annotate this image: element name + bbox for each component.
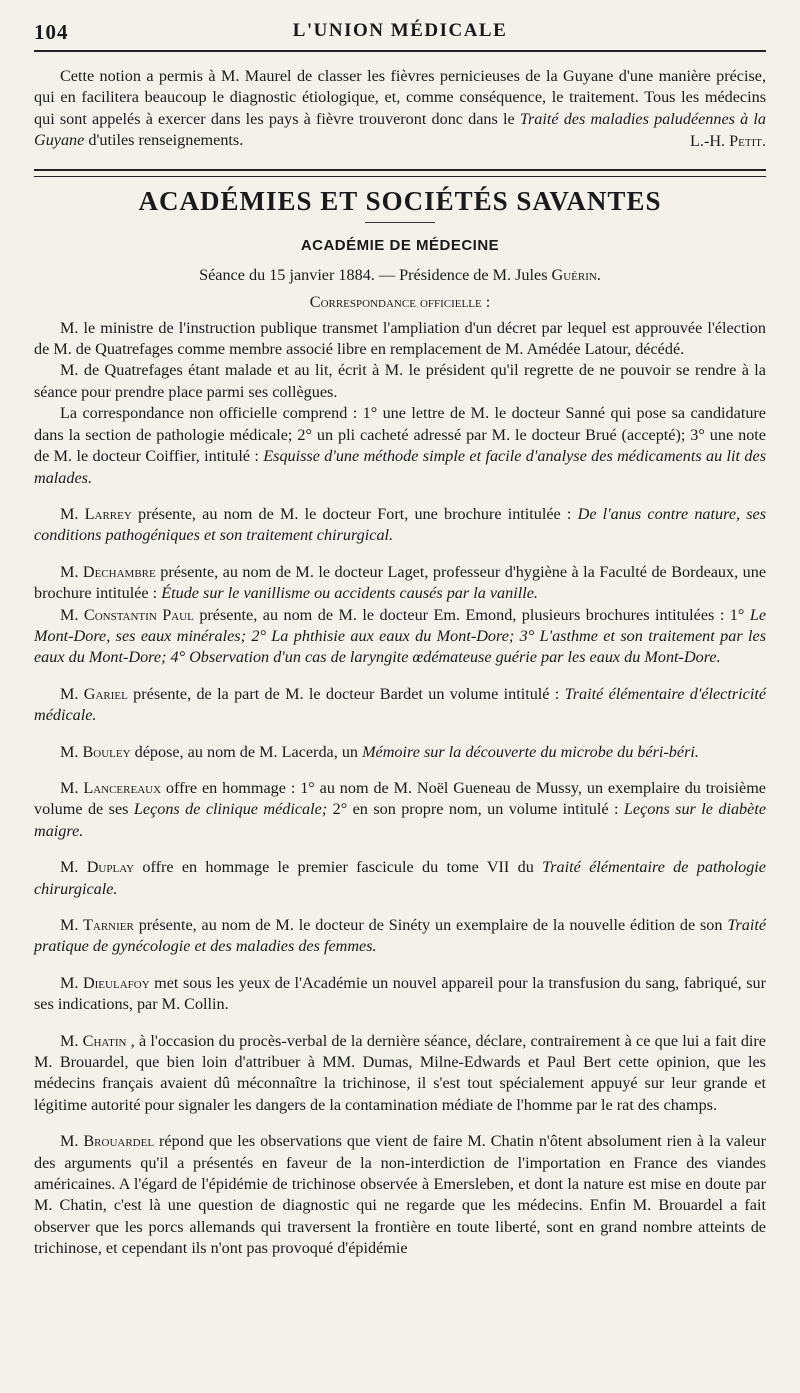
speaker-name: M. Larrey xyxy=(60,504,132,523)
paragraph-text: présente, au nom de M. le docteur Em. Emond, plusieurs brochures intitulées : 1° xyxy=(199,605,745,624)
paragraph-text: présente, de la part de M. le docteur Bardet un volume intitulé : xyxy=(133,684,560,703)
paragraph-text: met sous les yeux de l'Académie un nouvel appareil pour la transfusion du sang, fabriqué, sur ses indications, par M. Collin. xyxy=(34,973,767,1014)
paragraph-text: présente, au nom de M. le docteur Fort, une brochure intitulée : xyxy=(137,504,572,523)
minutes-paragraph xyxy=(34,915,766,958)
cited-title: Traité pratique de gynécologie et des maladies des femmes. xyxy=(34,916,767,956)
speaker-name: M. Tarnier xyxy=(60,916,134,934)
minutes-paragraph xyxy=(34,318,766,361)
title-rule xyxy=(365,222,435,223)
speaker-name: M. Dechambre xyxy=(60,562,156,581)
speaker-name: M. Lancereaux xyxy=(60,778,162,797)
paragraph-text: offre en hommage : 1° au nom de M. Noël Gueneau de Mussy, un exemplaire du troisième volume de ses xyxy=(34,778,766,819)
speaker-name: M. Bouley xyxy=(60,742,131,761)
cited-title: Leçons sur le diabète maigre. xyxy=(34,800,767,840)
cited-title: Leçons de clinique médicale; xyxy=(133,800,328,819)
speaker-name: M. Dieulafoy xyxy=(60,973,150,992)
paragraph-text: présente, au nom de M. le docteur Laget, professeur d'hygiène à la Faculté de Bordeaux, une brochure intitulée : xyxy=(34,562,767,603)
seance-line xyxy=(34,265,766,286)
running-header xyxy=(34,18,766,48)
correspondance-title: Correspondance officielle : xyxy=(309,293,491,312)
intro-text: Cette notion a permis à M. Maurel de classer les fièvres pernicieuses de la Guyane d'une manière précise, qui en facilitera beaucoup le diagnostic étiologique, et, comme conséquence, le traitement. Tous les médecins qui sont appelés à exercer dans les pays à fièvre trouveront donc dans le xyxy=(34,67,766,128)
cited-title: Étude sur le vanillisme ou accidents causés par la vanille. xyxy=(161,584,538,603)
article-body xyxy=(34,66,766,1260)
minutes-paragraph xyxy=(34,778,766,842)
speaker-name: M. Gariel xyxy=(60,684,128,703)
cited-title: Traité élémentaire d'électricité médicale. xyxy=(34,684,767,725)
seance-text: Séance du 15 janvier 1884. — Présidence de M. Jules xyxy=(199,265,548,284)
cited-title: De l'anus contre nature, ses conditions pathogéniques et son traitement chirurgical. xyxy=(34,504,767,545)
speaker-name: M. Brouardel xyxy=(60,1132,155,1151)
minutes-paragraph xyxy=(34,403,766,489)
paragraph-text: dépose, au nom de M. Lacerda, un xyxy=(134,742,359,761)
academy-title: ACADÉMIE DE MÉDECINE xyxy=(300,237,500,255)
minutes-paragraph xyxy=(34,684,766,727)
president-name: Guérin. xyxy=(551,265,601,284)
minutes-paragraph xyxy=(34,562,766,605)
cited-title: Le Mont-Dore, ses eaux minérales; 2° La phthisie aux eaux du Mont-Dore; 3° L'asthme et son traitement par les eaux du Mont-Dore; 4° Observation d'un cas de laryngite œdémateuse guérie par les eaux du Mont-Dore. xyxy=(34,605,767,667)
paragraph-text: répond que les observations que vient de faire M. Chatin n'ôtent absolument rien à la valeur des arguments qu'il a présentés en faveur de la non-interdiction de l'importation en France des viandes américaines. A l'égard de l'épidémie de trichinose observée à Emersleben, et dont la nature est mise en doute par M. Chatin, c'est là une question de diagnostic qui ne regarde que les médecins. Enfin M. Brouardel a fait observer que les porcs allemands qui traversent la frontière en toute liberté, sont en grand nombre atteints de trichinose, et cependant ils n'ont pas provoqué d'épidémie xyxy=(34,1132,767,1258)
paragraph-text: offre en hommage le premier fascicule du tome VII du xyxy=(142,858,534,877)
minutes-paragraph xyxy=(34,1131,766,1259)
paragraph-text: , à l'occasion du procès-verbal de la dernière séance, déclare, contrairement à ce que lui a fait dire M. Brouardel, que bien loin d'attribuer à MM. Dumas, Milne-Edwards et Paul Bert cette opinion, que les médecins français avaient dû méconnaître la trichinose, il s'est tout spécialement appuyé sur leur grande et légitime autorité pour signaler les dangers de la contamination médiate de l'homme par le rat des champs. xyxy=(34,1031,766,1114)
journal-title: L'UNION MÉDICALE xyxy=(292,20,508,41)
minutes-paragraph xyxy=(34,1031,766,1117)
intro-text-end: d'utiles renseignements. xyxy=(88,131,244,150)
minutes-paragraph xyxy=(34,360,766,403)
cited-title: Mémoire sur la découverte du microbe du béri-béri. xyxy=(362,742,699,761)
minutes-paragraph xyxy=(34,742,766,763)
speaker-name: M. Duplay xyxy=(60,858,135,877)
paragraph-text: M. de Quatrefages étant malade et au lit, écrit à M. le président qu'il regrette de ne pouvoir se rendre à la séance pour prendre place parmi ses collègues. xyxy=(34,361,766,401)
section-divider xyxy=(34,169,766,177)
minutes-paragraph xyxy=(34,857,766,900)
speaker-name: M. Constantin Paul xyxy=(60,605,194,624)
paragraph-text: M. le ministre de l'instruction publique transmet l'ampliation d'un décret par lequel est approuvée l'élection de M. de Quatrefages comme membre associé libre en remplacement de M. Amédée Latour, décédé. xyxy=(34,318,766,359)
paragraph-text: présente, au nom de M. le docteur de Sinéty un exemplaire de la nouvelle édition de son xyxy=(138,916,723,934)
minutes-paragraph xyxy=(34,973,766,1016)
cited-title: Esquisse d'une méthode simple et facile d'analyse des médicaments au lit des malades. xyxy=(34,447,766,487)
minutes-paragraph xyxy=(34,504,766,547)
author-signature: L.-H. Petit. xyxy=(690,131,766,150)
header-rule xyxy=(34,50,766,52)
section-title: ACADÉMIES ET SOCIÉTÉS SAVANTES xyxy=(138,186,662,217)
minutes-paragraph xyxy=(34,605,766,669)
paragraph-text: 2° en son propre nom, un volume intitulé : xyxy=(332,800,619,819)
cited-title: Traité élémentaire de pathologie chirurgicale. xyxy=(34,858,766,898)
paragraph-text: La correspondance non officielle comprend : 1° une lettre de M. le docteur Sanné qui pose sa candidature dans la section de pathologie médicale; 2° un pli cacheté adressé par M. le docteur Brué (accepté); 3° une note de M. le docteur Coiffier, intitulé : xyxy=(34,404,766,466)
minutes-paragraphs xyxy=(34,318,766,1260)
page-number: 104 xyxy=(34,20,69,44)
intro-book-title: Traité des maladies paludéennes à la Guyane xyxy=(34,109,767,150)
speaker-name: M. Chatin xyxy=(60,1031,127,1050)
